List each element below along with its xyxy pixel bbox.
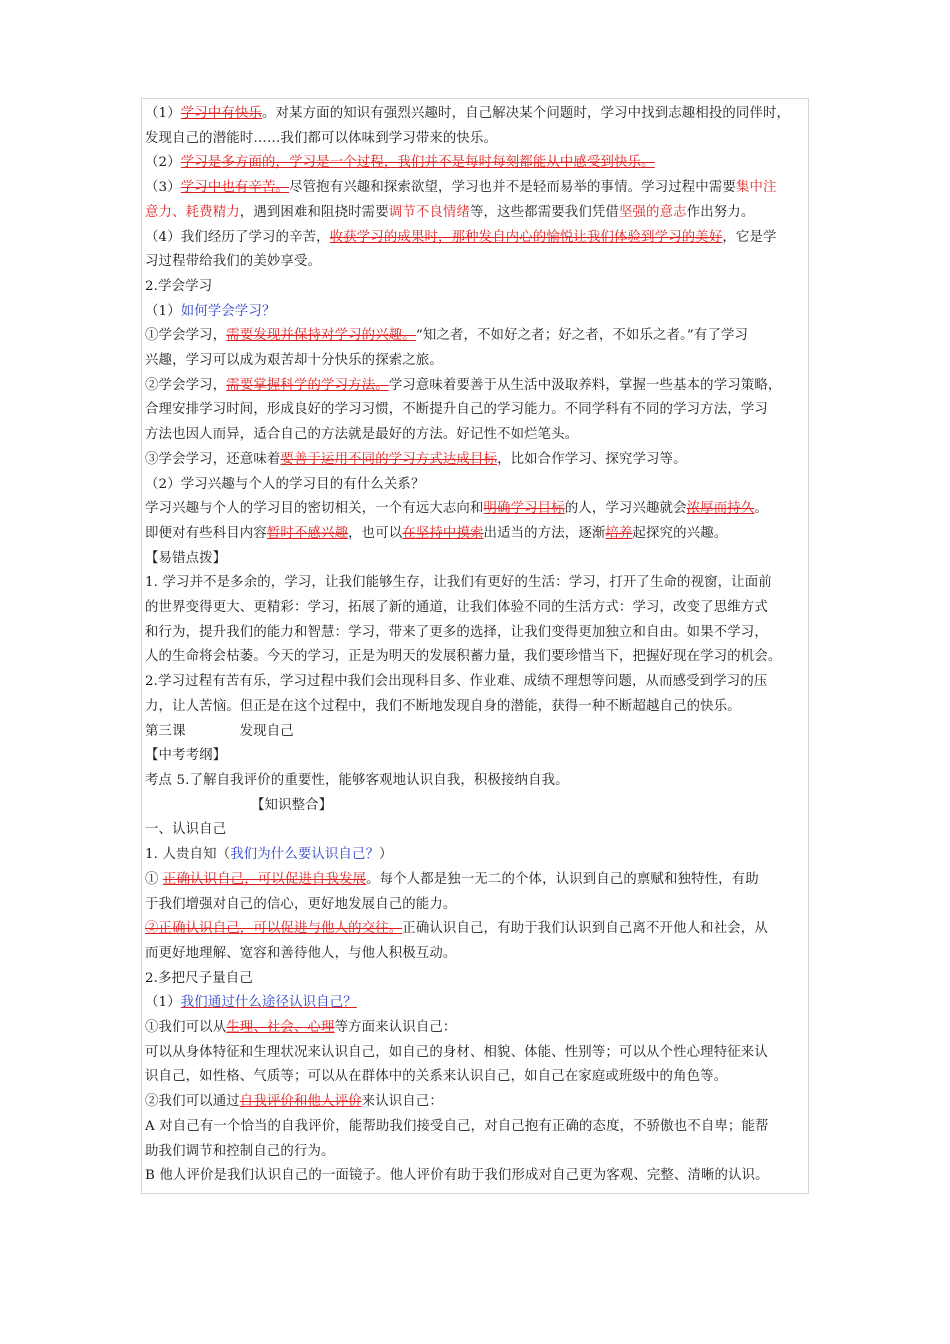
text: 作出努力。 bbox=[686, 204, 755, 220]
text-line: 发现自己的潜能时……我们都可以体味到学习带来的快乐。 bbox=[145, 130, 498, 146]
question-line bbox=[145, 300, 809, 325]
text: （2） bbox=[145, 155, 181, 171]
text: 。对某方面的知识有强烈兴趣时，自己解决某个问题时，学习中找到志趣相投的同伴时， bbox=[262, 106, 791, 121]
text: ） bbox=[379, 847, 393, 863]
text-line bbox=[145, 917, 809, 942]
text: 来认识自己： bbox=[361, 1094, 443, 1110]
text-line: 而更好地理解、宽容和善待他人，与他人积极互动。 bbox=[145, 945, 457, 961]
highlight: 明确学习目标 bbox=[483, 501, 565, 517]
text-line bbox=[145, 1016, 809, 1041]
text: ，它是学 bbox=[722, 229, 777, 245]
text-line: 力，让人苦恼。但正是在这个过程中，我们不断地发现自身的潜能，获得一种不断超越自己的快乐。 bbox=[145, 698, 741, 714]
text-line bbox=[145, 522, 809, 547]
text-line: 方法也因人而异，适合自己的方法就是最好的方法。好记性不如烂笔头。 bbox=[145, 427, 579, 443]
text: ②学会学习， bbox=[145, 377, 227, 393]
highlight: 集中注 bbox=[735, 180, 777, 196]
highlight: 坚强的意志 bbox=[618, 204, 687, 220]
highlight: 学习中有快乐 bbox=[180, 106, 263, 121]
question-line: （2）学习兴趣与个人的学习目的有什么关系？ bbox=[145, 476, 425, 492]
section-heading: 2.学会学习 bbox=[145, 278, 213, 294]
document-content bbox=[145, 102, 809, 1189]
text-line: 于我们增强对自己的信心，更好地发展自己的能力。 bbox=[145, 896, 457, 912]
lesson-title: 发现自己 bbox=[239, 723, 294, 739]
text-line bbox=[145, 151, 809, 176]
text-line: 的世界变得更大、更精彩：学习，拓展了新的通道，让我们体验不同的生活方式：学习，改变了思维方式 bbox=[145, 600, 768, 616]
text-line: A 对自己有一个恰当的自我评价，能帮助我们接受自己，对自己抱有正确的态度，不骄傲也不自卑；能帮 bbox=[145, 1118, 769, 1134]
text: 出适当的方法，逐渐 bbox=[483, 525, 606, 541]
text: （1） bbox=[145, 303, 181, 319]
section-heading: 【中考考纲】 bbox=[145, 748, 227, 764]
text-line: 人的生命将会枯萎。今天的学习，正是为明天的发展积蓄力量，我们要珍惜当下，把握好现在学习的机会。 bbox=[145, 649, 782, 665]
text: （1） bbox=[145, 995, 181, 1011]
highlight: 要善于运用不同的学习方式达成目标 bbox=[280, 451, 498, 467]
text: 学习兴趣与个人的学习目的密切相关，一个有远大志向和 bbox=[145, 501, 484, 517]
text-line bbox=[145, 324, 809, 349]
text: 即便对有些科目内容 bbox=[145, 525, 267, 541]
text-line bbox=[145, 497, 809, 522]
text: 1. 人贵自知（ bbox=[145, 847, 231, 863]
text-line bbox=[145, 226, 809, 251]
question-text: 如何学会学习？ bbox=[180, 303, 276, 319]
section-heading: 【知识整合】 bbox=[251, 797, 333, 813]
text: ，遇到困难和阻挠时需要 bbox=[239, 204, 389, 220]
text-line: 2.学习过程有苦有乐，学习过程中我们会出现科目多、作业难、成绩不理想等问题，从而感受到学习的压 bbox=[145, 674, 768, 690]
question-text: 我们通过什么途径认识自己？ bbox=[180, 995, 357, 1011]
text: ，也可以 bbox=[348, 525, 403, 541]
highlight: 自我评价和他人评价 bbox=[239, 1094, 362, 1110]
highlight: 培养 bbox=[605, 525, 633, 541]
text: ②我们可以通过 bbox=[145, 1094, 240, 1110]
highlight: 收获学习的成果时，那种发自内心的愉悦让我们体验到学习的美好 bbox=[329, 229, 723, 245]
text: （1） bbox=[145, 106, 181, 121]
lesson-heading bbox=[145, 720, 809, 745]
text: （4）我们经历了学习的辛苦， bbox=[145, 229, 330, 245]
text-line: 识自己，如性格、气质等；可以从在群体中的关系来认识自己，如自己在家庭或班级中的角色等。 bbox=[145, 1069, 728, 1085]
highlight: 暂时不感兴趣 bbox=[266, 525, 349, 541]
text: ① bbox=[145, 871, 163, 887]
text-line bbox=[145, 843, 809, 868]
highlight: 意力、耗费精力 bbox=[145, 204, 240, 220]
text: “知之者，不如好之者；好之者，不如乐之者。”有了学习 bbox=[415, 328, 749, 344]
text-line: B 他人评价是我们认识自己的一面镜子。他人评价有助于我们形成对自己更为客观、完整、清晰的认识。 bbox=[145, 1168, 769, 1184]
highlight: 学习是多方面的，学习是一个过程，我们并不是每时每刻都能从中感受到快乐。 bbox=[180, 155, 655, 171]
text-line bbox=[145, 201, 809, 226]
highlight: 生理、社会、心理 bbox=[226, 1020, 335, 1036]
text-line bbox=[145, 1090, 809, 1115]
text-line: 习过程带给我们的美妙享受。 bbox=[145, 254, 322, 270]
question-line bbox=[145, 991, 809, 1016]
text-line bbox=[145, 374, 809, 399]
text-line bbox=[145, 448, 809, 473]
text: 等方面来认识自己： bbox=[334, 1020, 457, 1036]
text-line bbox=[145, 102, 809, 127]
section-heading: 一、认识自己 bbox=[145, 822, 227, 838]
text: ③学会学习，还意味着 bbox=[145, 451, 281, 467]
lesson-number: 第三课 bbox=[145, 723, 186, 739]
highlight: 需要发现并保持对学习的兴趣。 bbox=[226, 328, 416, 344]
text-line: 合理安排学习时间，形成良好的学习习惯，不断提升自己的学习能力。不同学科有不同的学习方法，学习 bbox=[145, 402, 768, 418]
text: 起探究的兴趣。 bbox=[632, 525, 728, 541]
highlight: 浓厚而持久 bbox=[686, 501, 755, 517]
highlight: 在坚持中摸索 bbox=[402, 525, 484, 541]
text: 。每个人都是独一无二的个体，认识到自己的禀赋和独特性，有助 bbox=[366, 871, 759, 887]
highlight: ②正确认识自己，可以促进与他人的交往。 bbox=[145, 921, 403, 937]
highlight: 调节不良情绪 bbox=[388, 204, 470, 220]
text: （3） bbox=[145, 180, 181, 196]
text-line: 助我们调节和控制自己的行为。 bbox=[145, 1143, 335, 1159]
highlight: 需要掌握科学的学习方法。 bbox=[226, 377, 389, 393]
text-line: 和行为，提升我们的能力和智慧：学习，带来了更多的选择，让我们变得更加独立和自由。如果不学习， bbox=[145, 624, 768, 640]
text: 尽管抱有兴趣和探索欲望，学习也并不是轻而易举的事情。学习过程中需要 bbox=[289, 180, 736, 196]
text: 学习意味着要善于从生活中汲取养料，掌握一些基本的学习策略， bbox=[388, 377, 782, 393]
section-heading: 2.多把尺子量自己 bbox=[145, 970, 253, 986]
text: ①学会学习， bbox=[145, 328, 227, 344]
highlight: 学习中也有辛苦。 bbox=[180, 180, 290, 196]
text: 等，这些都需要我们凭借 bbox=[470, 204, 619, 220]
text: 。 bbox=[754, 501, 768, 517]
text-line bbox=[145, 176, 809, 201]
highlight: 正确认识自己，可以促进自我发展 bbox=[162, 871, 367, 887]
text-line: 考点 5.了解自我评价的重要性，能够客观地认识自我，积极接纳自我。 bbox=[145, 772, 569, 788]
text-line: 1. 学习并不是多余的，学习，让我们能够生存，让我们有更好的生活：学习，打开了生命的视窗，让面前 bbox=[145, 575, 772, 591]
text-line: 可以从身体特征和生理状况来认识自己，如自己的身材、相貌、体能、性别等；可以从个性心理特征来认 bbox=[145, 1044, 768, 1060]
text-line: 兴趣，学习可以成为艰苦却十分快乐的探索之旅。 bbox=[145, 353, 443, 369]
text: ①我们可以从 bbox=[145, 1020, 227, 1036]
question-text: 我们为什么要认识自己？ bbox=[230, 847, 380, 863]
section-heading: 【易错点拨】 bbox=[145, 550, 227, 566]
text-line bbox=[145, 868, 809, 893]
text: ，比如合作学习、探究学习等。 bbox=[497, 451, 687, 467]
text: 的人，学习兴趣就会 bbox=[564, 501, 687, 517]
text: 正确认识自己，有助于我们认识到自己离不开他人和社会，从 bbox=[402, 921, 768, 937]
